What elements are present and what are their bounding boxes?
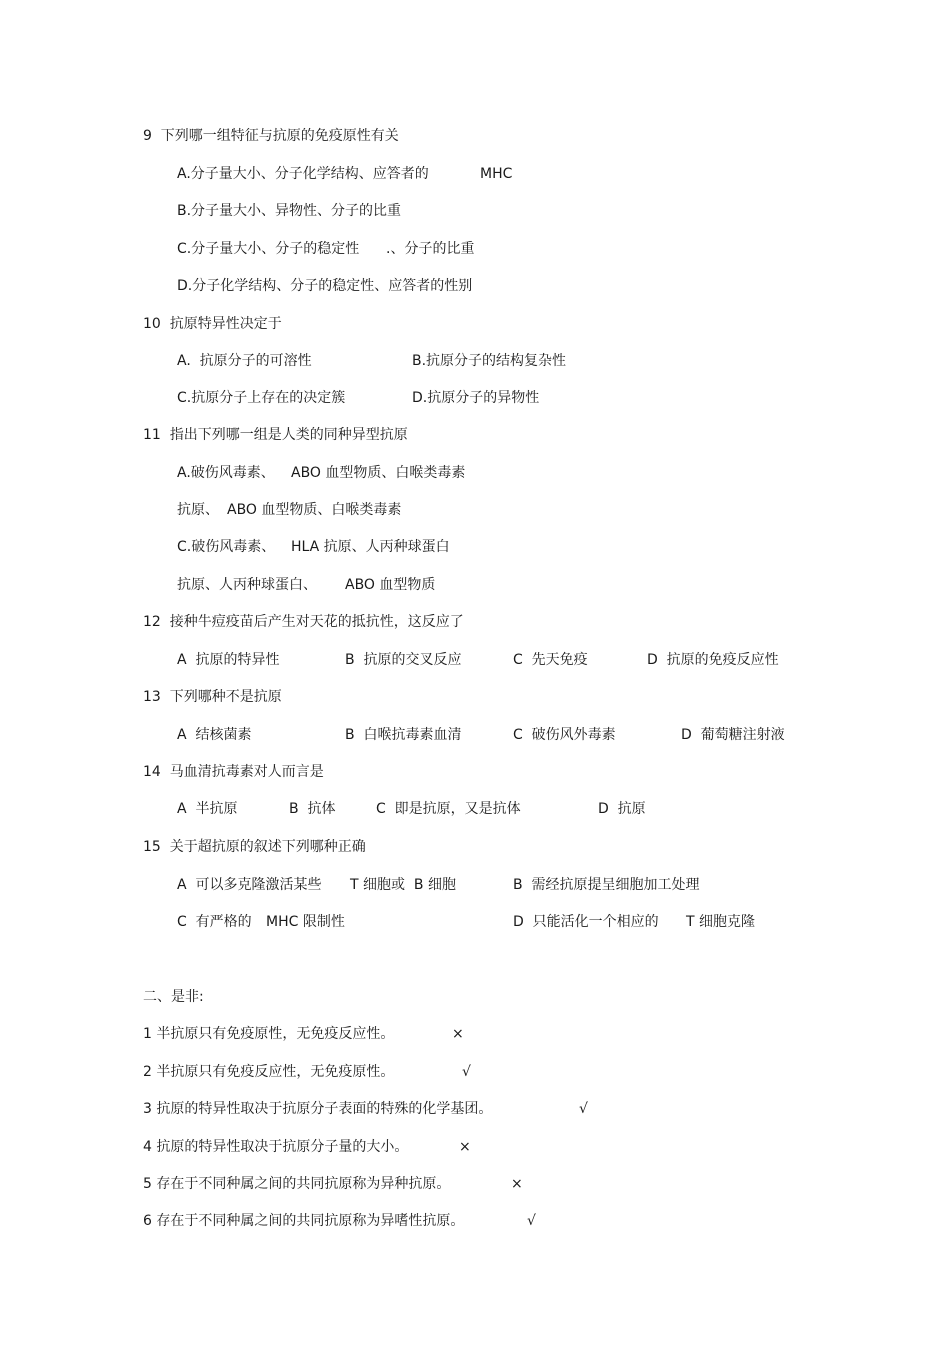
question-15-option-d: D 只能活化一个相应的: [513, 914, 659, 930]
tf-item-2-check-mark: √: [462, 1064, 471, 1080]
question-12-option-c: C 先天免疫: [513, 652, 588, 668]
question-14-stem: 14 马血清抗毒素对人而言是: [143, 764, 324, 780]
question-11-option-d-tail: ABO 血型物质: [345, 577, 436, 593]
question-11-option-b-tail: ABO 血型物质、白喉类毒素: [227, 502, 402, 518]
section-heading-true-false: 二、是非:: [143, 989, 204, 1005]
question-10-option-c: C.抗原分子上存在的决定簇: [177, 390, 346, 406]
question-11-option-a-tail: ABO 血型物质、白喉类毒素: [291, 465, 466, 481]
question-13-option-d: D 葡萄糖注射液: [681, 727, 785, 743]
tf-item-6: 6 存在于不同种属之间的共同抗原称为异嗜性抗原。: [143, 1213, 465, 1229]
question-13-option-b: B 白喉抗毒素血清: [345, 727, 462, 743]
question-14-option-b: B 抗体: [289, 801, 336, 817]
question-14-option-d: D 抗原: [598, 801, 646, 817]
question-11-option-b: 抗原、: [177, 502, 219, 518]
tf-item-1: 1 半抗原只有免疫原性，无免疫反应性。: [143, 1026, 395, 1042]
question-15-option-a-tail: T 细胞或 B 细胞: [350, 877, 456, 893]
tf-item-2: 2 半抗原只有免疫反应性，无免疫原性。: [143, 1064, 395, 1080]
question-9-option-a: A.分子量大小、分子化学结构、应答者的: [177, 166, 429, 182]
question-13-option-a: A 结核菌素: [177, 727, 252, 743]
question-11-option-a: A.破伤风毒素、: [177, 465, 275, 481]
tf-item-4-cross-mark: ×: [459, 1139, 471, 1155]
question-15-option-c: C 有严格的: [177, 914, 252, 930]
question-10-stem: 10 抗原特异性决定于: [143, 316, 282, 332]
question-15-option-b: B 需经抗原提呈细胞加工处理: [513, 877, 700, 893]
question-15-stem: 15 关于超抗原的叙述下列哪种正确: [143, 839, 366, 855]
question-12-option-b: B 抗原的交叉反应: [345, 652, 462, 668]
question-11-stem: 11 指出下列哪一组是人类的同种异型抗原: [143, 427, 408, 443]
question-9-stem: 9 下列哪一组特征与抗原的免疫原性有关: [143, 128, 399, 144]
question-11-option-c-tail: HLA 抗原、人丙种球蛋白: [291, 539, 450, 555]
question-9-option-c: C.分子量大小、分子的稳定性: [177, 241, 360, 257]
question-10-option-d: D.抗原分子的异物性: [412, 390, 540, 406]
tf-item-5: 5 存在于不同种属之间的共同抗原称为异种抗原。: [143, 1176, 451, 1192]
question-11-option-d: 抗原、人丙种球蛋白、: [177, 577, 317, 593]
question-15-option-c-tail: MHC 限制性: [266, 914, 345, 930]
question-14-option-c: C 即是抗原，又是抗体: [376, 801, 521, 817]
question-9-option-c-tail: .、分子的比重: [386, 241, 475, 257]
question-11-option-c: C.破伤风毒素、: [177, 539, 276, 555]
tf-item-3-check-mark: √: [579, 1101, 588, 1117]
tf-item-4: 4 抗原的特异性取决于抗原分子量的大小。: [143, 1139, 409, 1155]
question-9-option-a-mhc: MHC: [480, 166, 513, 182]
question-15-option-d-tail: T 细胞克隆: [686, 914, 756, 930]
question-14-option-a: A 半抗原: [177, 801, 238, 817]
question-15-option-a: A 可以多克隆激活某些: [177, 877, 322, 893]
tf-item-6-check-mark: √: [527, 1213, 536, 1229]
question-10-option-a: A. 抗原分子的可溶性: [177, 353, 312, 369]
tf-item-1-cross-mark: ×: [452, 1026, 464, 1042]
question-12-option-d: D 抗原的免疫反应性: [647, 652, 779, 668]
question-9-option-d: D.分子化学结构、分子的稳定性、应答者的性别: [177, 278, 473, 294]
question-9-option-b: B.分子量大小、异物性、分子的比重: [177, 203, 402, 219]
tf-item-3: 3 抗原的特异性取决于抗原分子表面的特殊的化学基团。: [143, 1101, 493, 1117]
question-10-option-b: B.抗原分子的结构复杂性: [412, 353, 567, 369]
question-12-option-a: A 抗原的特异性: [177, 652, 280, 668]
question-12-stem: 12 接种牛痘疫苗后产生对天花的抵抗性，这反应了: [143, 614, 464, 630]
tf-item-5-cross-mark: ×: [511, 1176, 523, 1192]
question-13-option-c: C 破伤风外毒素: [513, 727, 616, 743]
question-13-stem: 13 下列哪种不是抗原: [143, 689, 282, 705]
